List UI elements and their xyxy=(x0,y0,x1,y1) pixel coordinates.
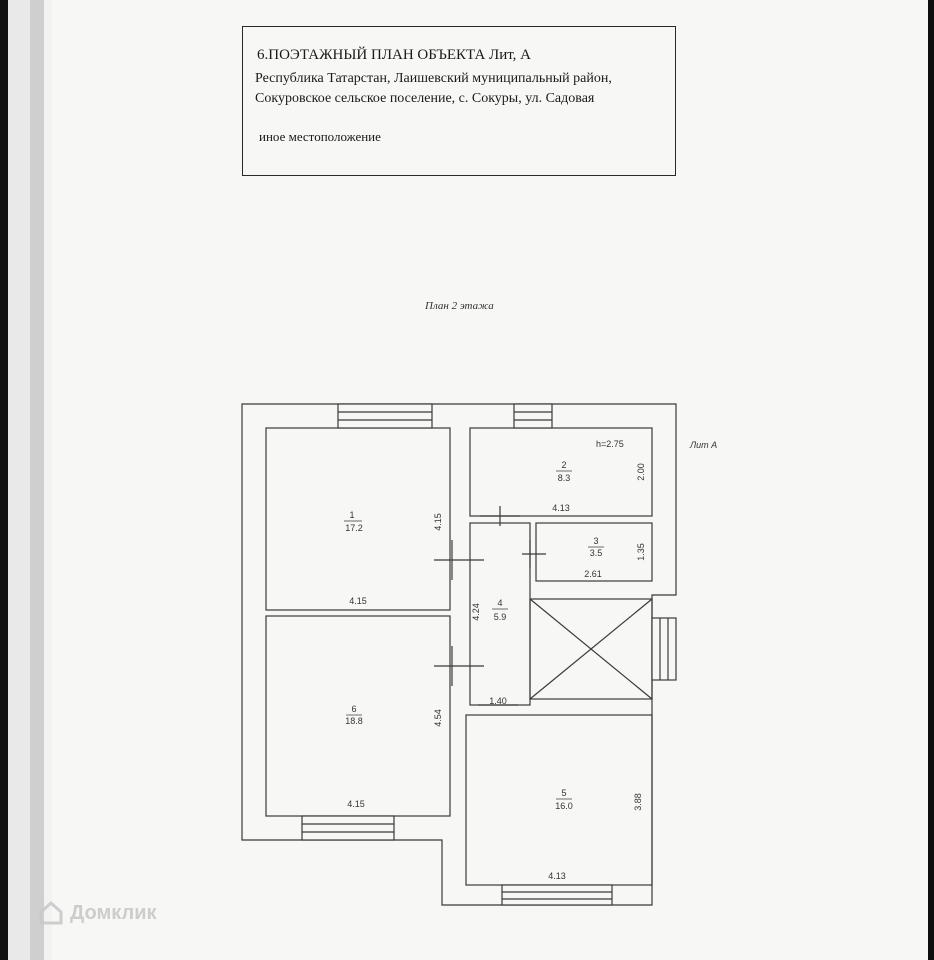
room-2-number: 2 xyxy=(561,460,567,470)
room-4-height: 4.24 xyxy=(471,603,481,621)
watermark-text: Домклик xyxy=(70,901,157,924)
window-bottom-left xyxy=(302,816,394,840)
house-logo-icon xyxy=(38,900,64,926)
lit-label: Лит А xyxy=(690,440,718,450)
room-3-width: 2.61 xyxy=(584,569,602,579)
room-1-outline xyxy=(266,428,450,610)
room-1-width: 4.15 xyxy=(349,596,367,606)
room-1-area: 17.2 xyxy=(345,523,363,533)
room-4-number: 4 xyxy=(497,598,503,608)
room-1-number: 1 xyxy=(349,510,355,520)
window-top-left xyxy=(338,404,432,428)
plan-title: План 2 этажа xyxy=(425,300,494,312)
room-5-number: 5 xyxy=(561,788,567,798)
room-5-height: 3.88 xyxy=(633,793,643,811)
document-title: 6.ПОЭТАЖНЫЙ ПЛАН ОБЪЕКТА Лит, А xyxy=(257,47,532,63)
room-1-height: 4.15 xyxy=(433,513,443,531)
room-5-area: 16.0 xyxy=(555,801,573,811)
room-2-width: 4.13 xyxy=(552,503,570,513)
room-2-area: 8.3 xyxy=(557,473,571,483)
room-6-number: 6 xyxy=(351,704,357,714)
window-right-stair xyxy=(652,618,676,680)
height-label: h=2.75 xyxy=(596,439,624,449)
window-bottom-right xyxy=(502,885,612,905)
location-note: иное местоположение xyxy=(259,129,381,144)
address-line-1: Республика Татарстан, Лаишевский муниципальный район, xyxy=(255,71,612,86)
window-top-right xyxy=(514,404,552,428)
room-6-area: 18.8 xyxy=(345,716,363,726)
watermark xyxy=(38,900,157,926)
room-4-width: 1.40 xyxy=(489,696,507,706)
room-3-height: 1.35 xyxy=(636,543,646,561)
room-6-height: 4.54 xyxy=(433,709,443,727)
room-3-area: 3.5 xyxy=(589,548,603,558)
room-4-area: 5.9 xyxy=(493,612,507,622)
room-2-height: 2.00 xyxy=(636,463,646,481)
room-5-outline xyxy=(466,715,652,885)
address-line-2: Сокуровское сельское поселение, с. Сокуры, ул. Садовая xyxy=(255,91,595,106)
room-6-width: 4.15 xyxy=(347,799,365,809)
room-5-width: 4.13 xyxy=(548,871,566,881)
room-3-number: 3 xyxy=(593,536,599,546)
